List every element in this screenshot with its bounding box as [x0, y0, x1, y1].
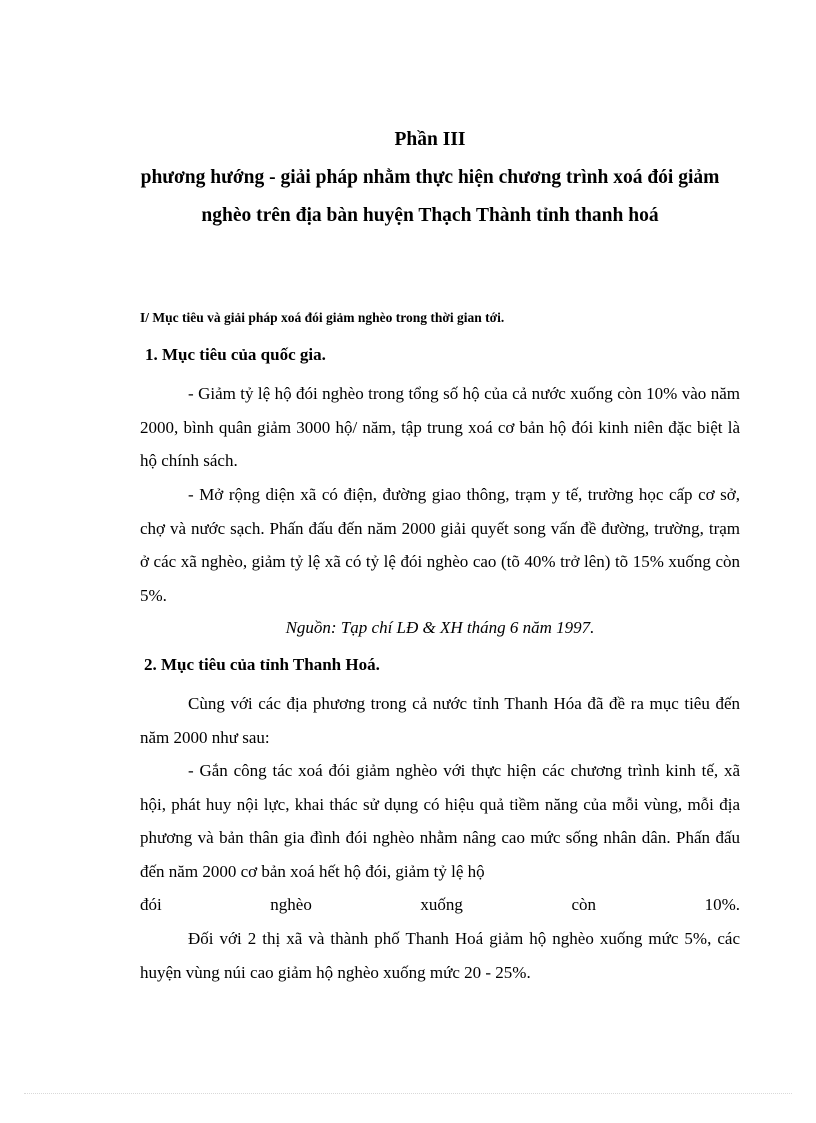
paragraph-national-goal-1: - Giảm tỷ lệ hộ đói nghèo trong tổng số hộ của cả nước xuống còn 10% vào năm 2000, bình quân giảm 3000 hộ/ năm, tập trung xoá cơ bản hộ đói kinh niên đặc biệt là hộ chính sách.: [140, 384, 740, 470]
paragraph-province-goal-text: - Gắn công tác xoá đói giảm nghèo với thực hiện các chương trình kinh tế, xã hội, phát huy nội lực, khai thác sử dụng có hiệu quả tiềm năng của mỗi vùng, mỗi địa phương và bản thân gia đình đói nghèo nhằm nâng cao mức sống nhân dân. Phấn đấu đến năm 2000 cơ bản xoá hết hộ đói, giảm tỷ lệ hộ: [140, 761, 740, 881]
paragraph-city-goal: Đối với 2 thị xã và thành phố Thanh Hoá giảm hộ nghèo xuống mức 5%, các huyện vùng núi cao giảm hộ nghèo xuống mức 20 - 25%.: [140, 929, 740, 982]
section-heading: I/ Mục tiêu và giải pháp xoá đói giảm nghèo trong thời gian tới.: [140, 310, 505, 325]
word: đói: [140, 895, 162, 914]
paragraph-province-goal-last-line: [140, 888, 740, 922]
word: xuống: [420, 895, 463, 914]
part-title: Phần III: [394, 129, 466, 150]
paragraph-national-goal-2: - Mở rộng diện xã có điện, đường giao thông, trạm y tế, trường học cấp cơ sở, chợ và nước sạch. Phấn đấu đến năm 2000 giải quyết song vấn đề đường, trường, trạm ở các xã nghèo, giảm tỷ lệ xã có tỷ lệ đói nghèo cao (tõ 40% trở lên) tõ 15% xuống còn 5%.: [140, 485, 740, 605]
heading-province-goals: 2. Mục tiêu của tỉnh Thanh Hoá.: [144, 655, 380, 674]
source-citation: Nguồn: Tạp chí LĐ & XH tháng 6 năm 1997.: [285, 618, 595, 637]
page-bottom-divider: [24, 1093, 792, 1094]
word: nghèo: [270, 895, 312, 914]
document-subtitle: phương hướng - giải pháp nhằm thực hiện chương trình xoá đói giảm nghèo trên địa bàn huyện Thạch Thành tỉnh thanh hoá: [140, 167, 720, 226]
paragraph-province-intro: Cùng với các địa phương trong cả nước tỉnh Thanh Hóa đã đề ra mục tiêu đến năm 2000 như sau:: [140, 694, 740, 747]
heading-national-goals: 1. Mục tiêu của quốc gia.: [145, 345, 326, 364]
word: 10%.: [704, 895, 740, 914]
paragraph-province-goal: [140, 754, 740, 922]
word: còn: [571, 895, 597, 914]
